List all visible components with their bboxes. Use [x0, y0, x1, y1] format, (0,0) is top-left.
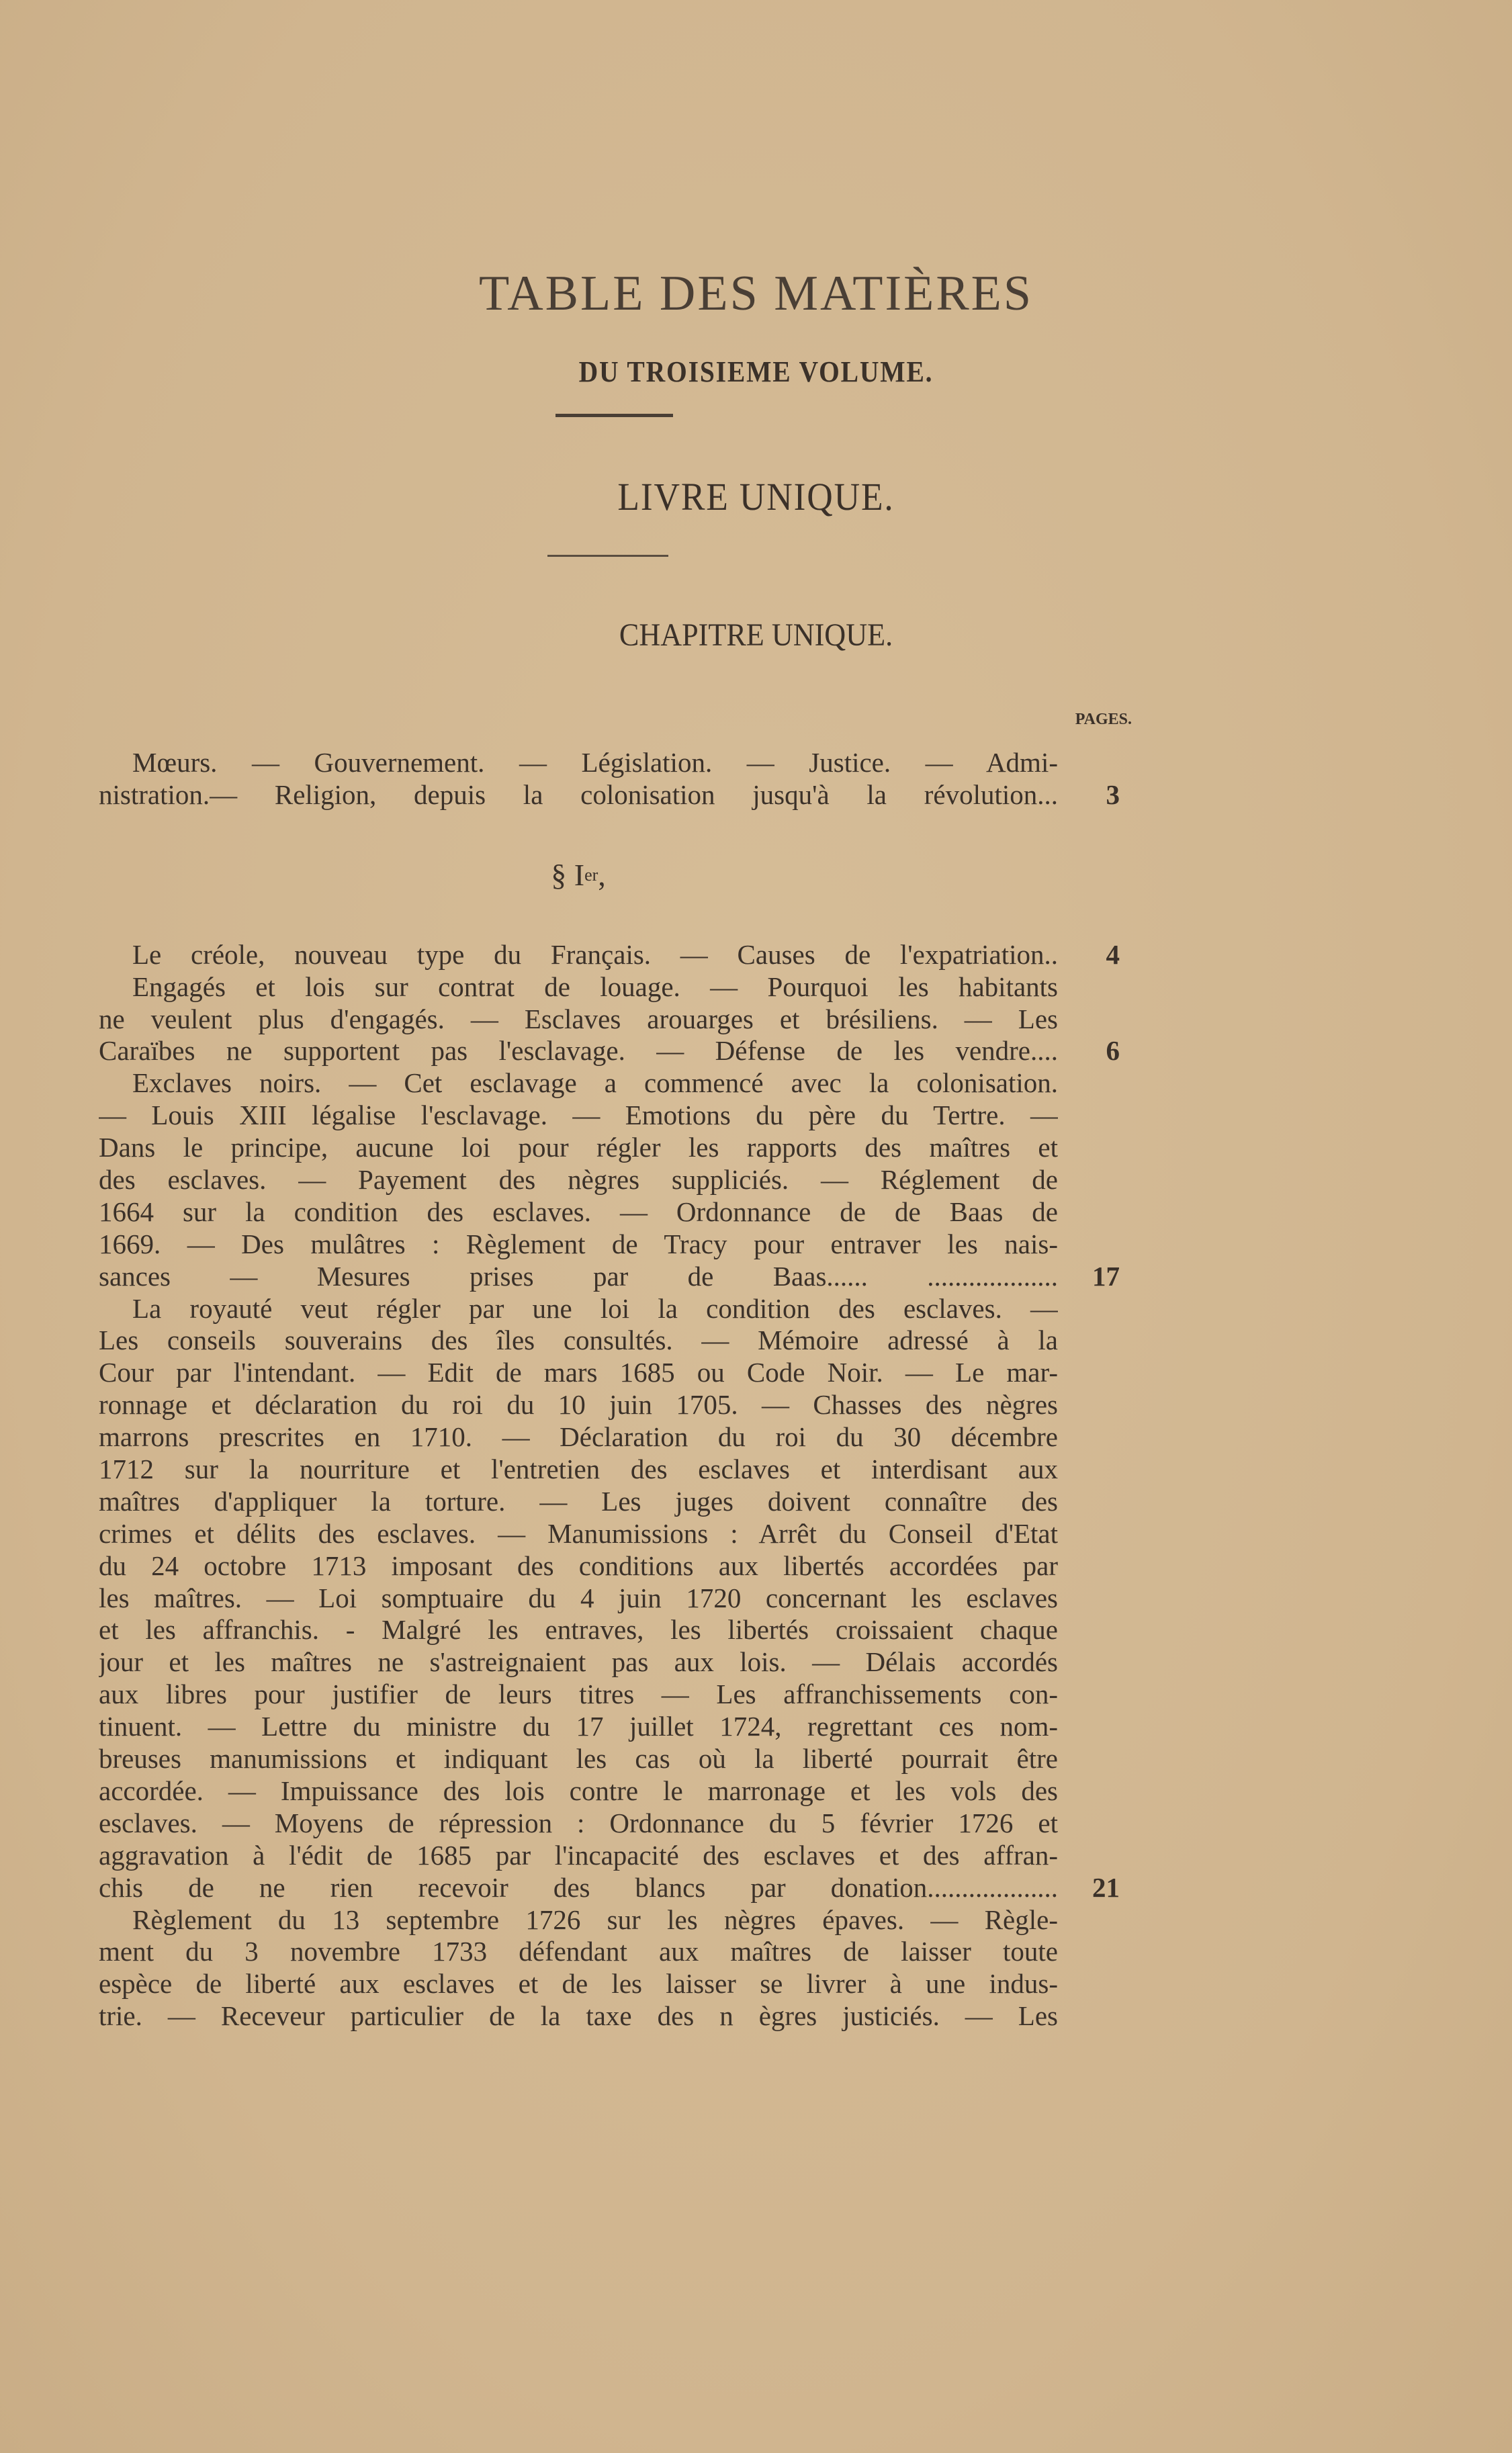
page-number[interactable]: [1058, 1164, 1126, 1196]
toc-line-content: 1669. — Des mulâtres : Règlement de Tracy pour entraver les nais-: [99, 1228, 1058, 1259]
page-number[interactable]: 21: [1092, 1871, 1120, 1903]
toc-line-text: [99, 1582, 1058, 1615]
page-number[interactable]: [1058, 1743, 1126, 1775]
page-number[interactable]: 4: [1106, 938, 1120, 970]
toc-line-content: crimes et délits des esclaves. — Manumissions : Arrêt du Conseil d'Etat: [99, 1517, 1058, 1549]
toc-line-text: [99, 1775, 1058, 1808]
toc-line-text: [99, 1035, 1058, 1067]
toc-line-text: [99, 1229, 1058, 1261]
toc-line: [99, 971, 1126, 1004]
toc-line-content: jour et les maîtres ne s'astreignaient pas aux lois. — Délais accordés: [99, 1646, 1058, 1678]
toc-line-content: et les affranchis. - Malgré les entraves, les libertés croissaient chaque: [99, 1614, 1058, 1646]
section-symbol: § I: [551, 858, 585, 893]
toc-line-content: Dans le principe, aucune loi pour régler les rapports des maîtres et: [99, 1132, 1058, 1163]
toc-line-text: [99, 1454, 1058, 1486]
toc-line-text: [99, 971, 1058, 1004]
toc-line-content: La royauté veut régler par une loi la condition des esclaves. —: [132, 1292, 1058, 1324]
page-number[interactable]: [1058, 1936, 1126, 1968]
toc-line: [99, 1325, 1126, 1357]
book-heading: LIVRE UNIQUE.: [617, 475, 895, 519]
toc-line-text: [99, 1486, 1058, 1518]
toc-line-text: [99, 1389, 1058, 1421]
page-number[interactable]: [1058, 1711, 1126, 1743]
toc-line-content: espèce de liberté aux esclaves et de les laisser se livrer à une indus-: [99, 1968, 1058, 2000]
page-number[interactable]: [1058, 1614, 1126, 1646]
page-number[interactable]: [1058, 747, 1126, 779]
toc-line: [99, 1196, 1126, 1229]
page-number[interactable]: [1058, 1454, 1126, 1486]
page-number[interactable]: [1058, 1421, 1126, 1454]
toc-line-text: [99, 1679, 1058, 1711]
page-number[interactable]: [1058, 1808, 1126, 1840]
page-number[interactable]: [1058, 1646, 1126, 1679]
toc-line-text: [99, 1936, 1058, 1968]
toc-line-text: [99, 1711, 1058, 1743]
page-number[interactable]: [1058, 1486, 1126, 1518]
page-number[interactable]: [1058, 1582, 1126, 1615]
toc-line: [99, 1454, 1126, 1486]
toc-line: [99, 1711, 1126, 1743]
toc-entry[interactable]: [99, 1293, 1126, 1904]
toc-line: [99, 1904, 1126, 1936]
toc-line-text: [99, 1808, 1058, 1840]
toc-line: [99, 1389, 1126, 1421]
toc-line-text: [99, 1196, 1058, 1229]
toc-line-content: Exclaves noirs. — Cet esclavage a commencé avec la colonisation.: [132, 1067, 1058, 1099]
page-number[interactable]: [1058, 1004, 1126, 1036]
page-number[interactable]: [1058, 1550, 1126, 1582]
toc-line-content: Règlement du 13 septembre 1726 sur les nègres épaves. — Règle-: [132, 1904, 1058, 1935]
toc-line: [99, 1646, 1126, 1679]
page-number[interactable]: 6: [1106, 1035, 1120, 1067]
toc-line-content: aggravation à l'édit de 1685 par l'incapacité des esclaves et des affran-: [99, 1839, 1058, 1871]
toc-line: [99, 1679, 1126, 1711]
toc-line: [99, 1614, 1126, 1646]
page-number[interactable]: [1058, 1968, 1126, 2000]
page-number[interactable]: [1058, 1775, 1126, 1808]
toc-line-content: esclaves. — Moyens de répression : Ordonnance du 5 février 1726 et: [99, 1807, 1058, 1838]
section-ordinal: er: [584, 864, 598, 885]
section-punct: ,: [598, 858, 606, 893]
toc-entry[interactable]: [99, 747, 1126, 811]
divider-rule: [555, 414, 673, 417]
toc-line-text: [99, 1904, 1058, 1936]
toc-line-content: les maîtres. — Loi somptuaire du 4 juin 1720 concernant les esclaves: [99, 1582, 1058, 1613]
toc-line: [99, 1743, 1126, 1775]
page-number[interactable]: [1058, 1518, 1126, 1550]
toc-line: [99, 1229, 1126, 1261]
toc-line-text: [99, 1357, 1058, 1389]
page-number[interactable]: [1058, 2000, 1126, 2033]
toc-line-content: nistration.— Religion, depuis la colonisation jusqu'à la révolution...: [99, 778, 1058, 810]
toc-line: [99, 1808, 1126, 1840]
toc-line-text: [99, 779, 1058, 811]
toc-line: [99, 1357, 1126, 1389]
toc-line-content: chis de ne rien recevoir des blancs par donation...................: [99, 1871, 1058, 1903]
toc-line-content: — Louis XIII légalise l'esclavage. — Emotions du père du Tertre. —: [99, 1100, 1058, 1131]
toc-line-text: [99, 1614, 1058, 1646]
toc-line-text: [99, 1550, 1058, 1582]
toc-line-content: maîtres d'appliquer la torture. — Les juges doivent connaître des: [99, 1485, 1058, 1517]
page-title: TABLE DES MATIÈRES: [478, 266, 1034, 321]
page-number[interactable]: [1058, 971, 1126, 1004]
page-number[interactable]: [1058, 1679, 1126, 1711]
toc-line-content: accordée. — Impuissance des lois contre le marronage et les vols des: [99, 1775, 1058, 1806]
toc-line: [99, 1968, 1126, 2000]
page-number[interactable]: 3: [1106, 778, 1120, 810]
toc-entry[interactable]: [99, 939, 1126, 971]
page-number[interactable]: [1058, 1132, 1126, 1164]
toc-line-text: [99, 1067, 1058, 1100]
toc-line: [99, 1840, 1126, 1872]
toc-line: [99, 1872, 1126, 1904]
toc-line-text: [99, 1261, 1058, 1293]
toc-line: [99, 1775, 1126, 1808]
toc-line: [99, 1261, 1126, 1293]
toc-line-content: ment du 3 novembre 1733 défendant aux maîtres de laisser toute: [99, 1936, 1058, 1967]
toc-line-content: du 24 octobre 1713 imposant des conditions aux libertés accordées par: [99, 1550, 1058, 1581]
toc-line-content: tinuent. — Lettre du ministre du 17 juillet 1724, regrettant ces nom-: [99, 1711, 1058, 1742]
toc-line-content: trie. — Receveur particulier de la taxe des n ègres justiciés. — Les: [99, 2000, 1058, 2032]
toc-line: [99, 1100, 1126, 1132]
toc-line-text: [99, 1325, 1058, 1357]
volume-subtitle: DU TROISIEME VOLUME.: [578, 355, 934, 388]
page-number[interactable]: [1058, 1389, 1126, 1421]
toc-line: [99, 1421, 1126, 1454]
toc-line-content: 1712 sur la nourriture et l'entretien des esclaves et interdisant aux: [99, 1454, 1058, 1485]
toc-line: [99, 1582, 1126, 1615]
page-number[interactable]: [1058, 1904, 1126, 1936]
toc-line-text: [99, 1132, 1058, 1164]
toc-line-text: [99, 1164, 1058, 1196]
toc-line-content: Caraïbes ne supportent pas l'esclavage. — Défense de les vendre....: [99, 1035, 1058, 1067]
toc-line-text: [99, 2000, 1058, 2033]
toc-line: [99, 747, 1126, 779]
toc-entry[interactable]: [99, 971, 1126, 1068]
toc-line: [99, 1936, 1126, 1968]
toc-line: [99, 1164, 1126, 1196]
toc-line-content: sances — Mesures prises par de Baas...... ...................: [99, 1260, 1058, 1292]
pages-column-label: PAGES.: [1075, 711, 1132, 728]
toc-line-content: ronnage et déclaration du roi du 10 juin 1705. — Chasses des nègres: [99, 1389, 1058, 1421]
ornament-divider: [547, 555, 668, 557]
page-number[interactable]: [1058, 1840, 1126, 1872]
page-number[interactable]: 17: [1092, 1260, 1120, 1292]
toc-line-content: 1664 sur la condition des esclaves. — Ordonnance de de Baas de: [99, 1196, 1058, 1227]
toc-line-content: breuses manumissions et indiquant les cas où la liberté pourrait être: [99, 1743, 1058, 1775]
toc-line-content: Mœurs. — Gouvernement. — Législation. — Justice. — Admi-: [132, 747, 1058, 778]
toc-line-content: marrons prescrites en 1710. — Déclaration du roi du 30 décembre: [99, 1421, 1058, 1453]
toc-line-text: [99, 1100, 1058, 1132]
toc-line: [99, 1293, 1126, 1325]
toc-line: [99, 1486, 1126, 1518]
page-number[interactable]: [1058, 1293, 1126, 1325]
toc-line-content: aux libres pour justifier de leurs titres — Les affranchissements con-: [99, 1679, 1058, 1710]
toc-line: [99, 1518, 1126, 1550]
page-number[interactable]: [1058, 1229, 1126, 1261]
toc-line-text: [99, 747, 1058, 779]
toc-entry[interactable]: [99, 1904, 1126, 2033]
toc-line-text: [99, 1840, 1058, 1872]
toc-line-text: [99, 1518, 1058, 1550]
toc-line: [99, 1067, 1126, 1100]
toc-line: [99, 939, 1126, 971]
toc-line-text: [99, 939, 1058, 971]
chapter-heading: CHAPITRE UNIQUE.: [619, 617, 893, 653]
page-number[interactable]: [1058, 1100, 1126, 1132]
toc-line: [99, 2000, 1126, 2033]
toc-line-content: Les conseils souverains des îles consultés. — Mémoire adressé à la: [99, 1325, 1058, 1356]
toc-line-text: [99, 1004, 1058, 1036]
toc-line-content: Engagés et lois sur contrat de louage. — Pourquoi les habitants: [132, 971, 1058, 1002]
toc-line-content: Cour par l'intendant. — Edit de mars 1685 ou Code Noir. — Le mar-: [99, 1357, 1058, 1388]
toc-line-text: [99, 1421, 1058, 1454]
toc-line-content: ne veulent plus d'engagés. — Esclaves arouarges et brésiliens. — Les: [99, 1003, 1058, 1034]
toc-line-text: [99, 1743, 1058, 1775]
page-number[interactable]: [1058, 1196, 1126, 1229]
toc-line-content: Le créole, nouveau type du Français. — Causes de l'expatriation..: [132, 938, 1058, 970]
toc-line: [99, 1550, 1126, 1582]
toc-line: [99, 1004, 1126, 1036]
section-heading: [99, 811, 1058, 939]
toc-line: [99, 1035, 1126, 1067]
toc-line-text: [99, 1646, 1058, 1679]
toc-entry[interactable]: [99, 1067, 1126, 1292]
page-number[interactable]: [1058, 1357, 1126, 1389]
toc-line-text: [99, 1293, 1058, 1325]
toc-body: [99, 747, 1126, 2033]
toc-line-text: [99, 1968, 1058, 2000]
toc-line-text: [99, 1872, 1058, 1904]
toc-line-content: des esclaves. — Payement des nègres suppliciés. — Réglement de: [99, 1164, 1058, 1196]
page-number[interactable]: [1058, 1067, 1126, 1100]
toc-line: [99, 779, 1126, 811]
toc-line: [99, 1132, 1126, 1164]
page-number[interactable]: [1058, 1325, 1126, 1357]
